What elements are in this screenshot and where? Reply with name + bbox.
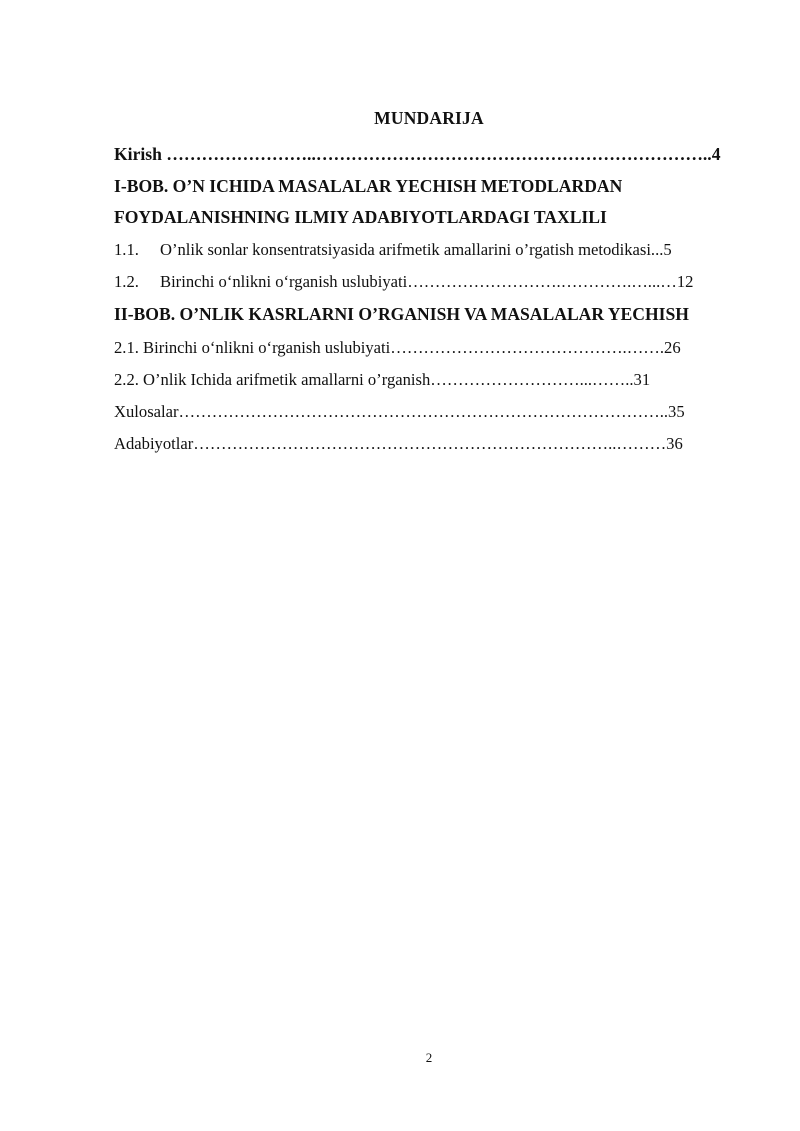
toc-entry-number: 1.1. <box>114 240 139 259</box>
toc-entry-text: O’nlik sonlar konsentratsiyasida arifmetik amallarini o’rgatish metodikasi...5 <box>160 240 672 259</box>
toc-entry-text: Xulosalar……………………………………………………………………………..35 <box>114 402 685 421</box>
toc-entry-2-1 <box>114 338 681 358</box>
toc-entry-text: Kirish ……………………..…………………………………………………………..4 <box>114 144 721 164</box>
toc-entry-references <box>114 434 683 454</box>
toc-entry-text: 2.2. O’nlik Ichida arifmetik amallarni o’rganish………………………...……..31 <box>114 370 651 389</box>
toc-chapter-2-heading <box>114 304 689 325</box>
toc-chapter-1-heading-line-2 <box>114 207 607 228</box>
toc-entry-text: FOYDALANISHNING ILMIY ADABIYOTLARDAGI TAXLILI <box>114 207 607 227</box>
toc-entry-text: I-BOB. O’N ICHIDA MASALALAR YECHISH METODLARDAN <box>114 176 623 196</box>
toc-entry-introduction <box>114 144 721 165</box>
toc-entry-text: Adabiyotlar…………………………………………………………………..………36 <box>114 434 683 453</box>
toc-entry-1-2 <box>114 272 693 292</box>
toc-entry-text: II-BOB. O’NLIK KASRLARNI O’RGANISH VA MASALALAR YECHISH <box>114 304 689 324</box>
toc-entry-text: Birinchi o‘nlikni o‘rganish uslubiyati……………………….………….…...…12 <box>160 272 694 291</box>
toc-entry-number: 1.2. <box>114 272 139 291</box>
toc-entry-conclusions <box>114 402 685 422</box>
toc-title: MUNDARIJA <box>374 108 484 128</box>
page-number: 2 <box>425 1050 433 1065</box>
toc-entry-1-1 <box>114 240 672 260</box>
toc-entry-2-2 <box>114 370 650 390</box>
toc-chapter-1-heading-line-1 <box>114 176 622 197</box>
toc-entry-text: 2.1. Birinchi o‘nlikni o‘rganish uslubiyati…………………………………….…….26 <box>114 338 681 357</box>
